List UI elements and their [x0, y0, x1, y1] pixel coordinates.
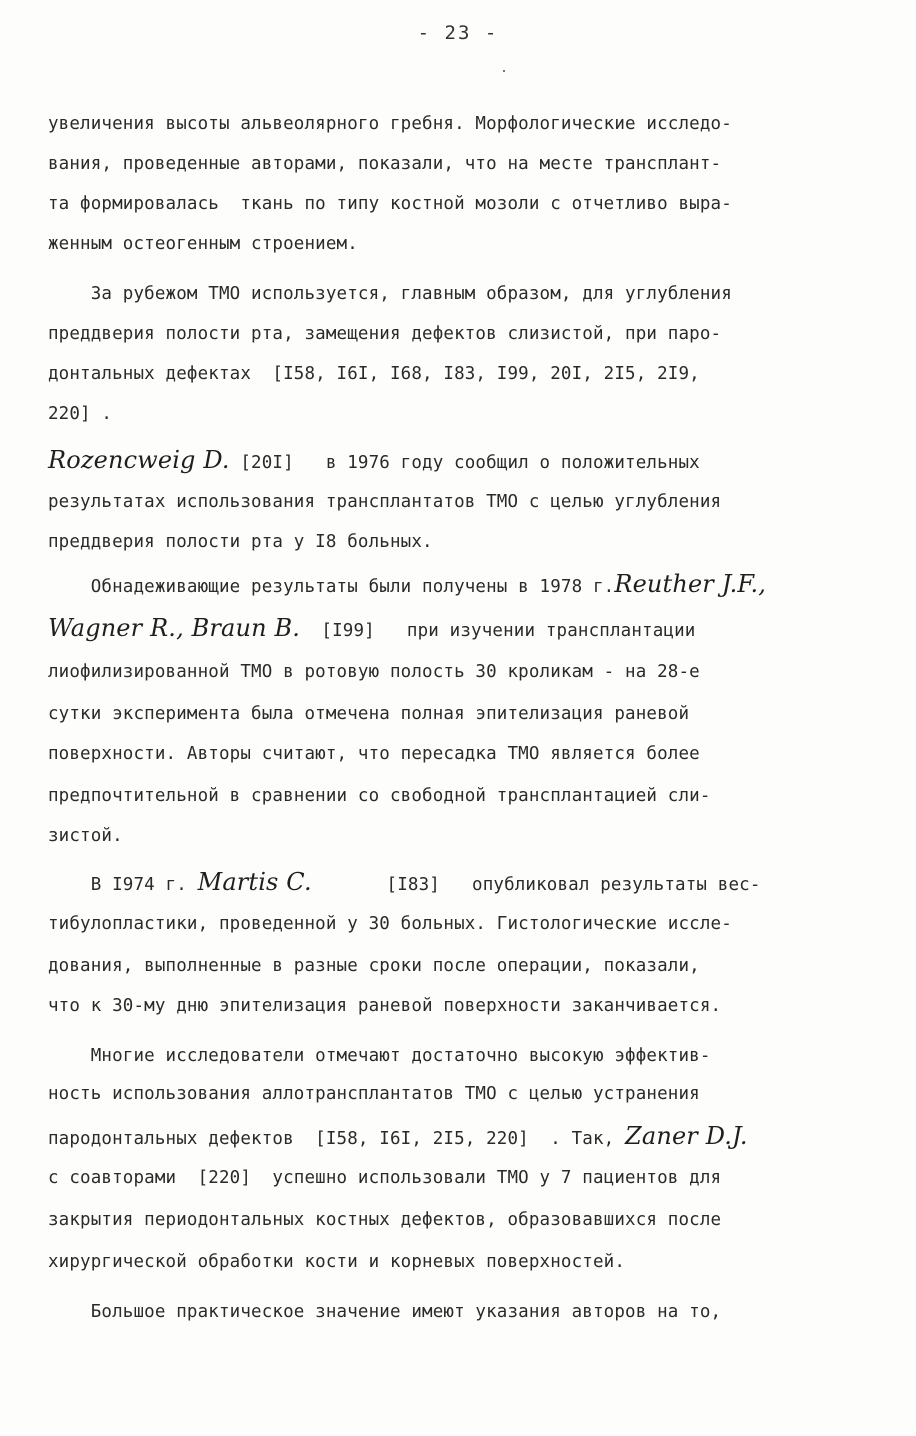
- typed-text: зистой.: [48, 826, 123, 846]
- text-line: [48, 824, 123, 848]
- typed-text: [20I] в 1976 году сообщил о положительных: [229, 453, 700, 473]
- typed-text: дования, выполненные в разные сроки после операции, показали,: [48, 956, 700, 976]
- typed-text: женным остеогенным строением.: [48, 234, 358, 254]
- typed-text: поверхности. Авторы считают, что пересадка ТМО является более: [48, 744, 700, 764]
- typed-text: 220] .: [48, 404, 113, 424]
- handwritten-author-name: Reuther J.F.,: [614, 570, 767, 598]
- text-line: [48, 912, 732, 936]
- text-line: [48, 402, 112, 426]
- handwritten-author-name: Rozencweig D.: [48, 446, 230, 474]
- handwritten-author-name: Zaner D.J.: [625, 1122, 748, 1150]
- typed-text: хирургической обработки кости и корневых поверхностей.: [48, 1252, 626, 1272]
- typed-text: увеличения высоты альвеолярного гребня. Морфологические исследо-: [48, 114, 732, 134]
- text-line: [48, 702, 689, 726]
- text-line: [48, 282, 732, 306]
- text-line: [48, 112, 732, 136]
- text-line: [48, 1166, 721, 1190]
- text-line: [48, 994, 721, 1018]
- typed-text: вания, проведенные авторами, показали, что на месте трансплант-: [48, 154, 722, 174]
- text-line: [48, 572, 766, 596]
- text-line: [48, 742, 700, 766]
- typed-text: За рубежом ТМО используется, главным образом, для углубления: [48, 284, 732, 304]
- typed-text: лиофилизированной ТМО в ротовую полость 30 кроликам - на 28-е: [48, 662, 700, 682]
- typed-text: Многие исследователи отмечают достаточно высокую эффектив-: [48, 1046, 711, 1066]
- scan-speck: [503, 70, 505, 72]
- typed-text: [I99] при изучении трансплантации: [300, 621, 696, 641]
- typed-text: результатах использования трансплантатов ТМО с целью углубления: [48, 492, 722, 512]
- typed-text: ность использования аллотрансплантатов ТМО с целью устранения: [48, 1084, 700, 1104]
- text-line: [48, 1124, 748, 1148]
- handwritten-author-name: Wagner R., Braun B.: [48, 614, 301, 642]
- text-line: [48, 1082, 700, 1106]
- text-line: [48, 784, 711, 808]
- handwritten-author-name: Martis C.: [197, 868, 312, 896]
- typed-text: та формировалась ткань по типу костной мозоли с отчетливо выра-: [48, 194, 732, 214]
- typed-text: пародонтальных дефектов [I58, I6I, 2I5, 220] . Так,: [48, 1129, 626, 1149]
- text-line: [48, 530, 433, 554]
- text-line: [48, 1300, 721, 1324]
- text-line: [48, 362, 700, 386]
- typed-text: тибулопластики, проведенной у 30 больных. Гистологические иссле-: [48, 914, 732, 934]
- text-line: [48, 1044, 711, 1068]
- typed-text: закрытия периодонтальных костных дефектов, образовавшихся после: [48, 1210, 722, 1230]
- typed-text: с соавторами [220] успешно использовали ТМО у 7 пациентов для: [48, 1168, 722, 1188]
- typed-text: донтальных дефектах [I58, I6I, I68, I83, I99, 20I, 2I5, 2I9,: [48, 364, 700, 384]
- typed-text: Обнадеживающие результаты были получены в 1978 г.: [48, 577, 615, 597]
- typed-text: В I974 г.: [48, 875, 198, 895]
- text-line: [48, 954, 700, 978]
- text-line: [48, 322, 721, 346]
- typed-text: сутки эксперимента была отмечена полная эпителизация раневой: [48, 704, 690, 724]
- text-line: [48, 448, 700, 472]
- text-line: [48, 1250, 625, 1274]
- typed-text: что к 30-му дню эпителизация раневой поверхности заканчивается.: [48, 996, 722, 1016]
- text-line: [48, 152, 721, 176]
- typed-text: Большое практическое значение имеют указания авторов на то,: [48, 1302, 722, 1322]
- text-line: [48, 616, 695, 640]
- text-line: [48, 870, 761, 894]
- page-number: - 23 -: [417, 22, 499, 44]
- text-line: [48, 660, 700, 684]
- typed-text: предпочтительной в сравнении со свободной трансплантацией сли-: [48, 786, 711, 806]
- text-line: [48, 192, 732, 216]
- typed-text: [I83] опубликовал результаты вес-: [311, 875, 761, 895]
- text-line: [48, 232, 358, 256]
- typed-text: преддверия полости рта у I8 больных.: [48, 532, 433, 552]
- text-line: [48, 1208, 721, 1232]
- typed-text: преддверия полости рта, замещения дефектов слизистой, при паро-: [48, 324, 722, 344]
- text-line: [48, 490, 721, 514]
